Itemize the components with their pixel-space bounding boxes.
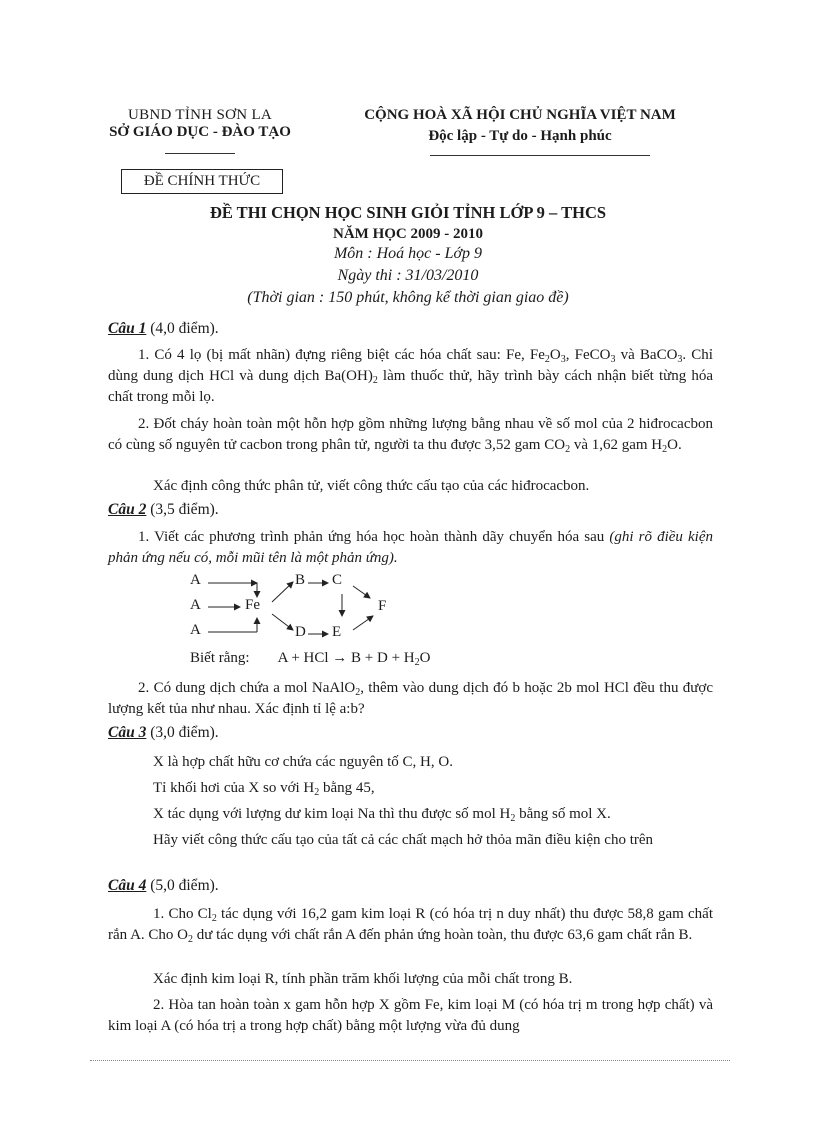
header-right xyxy=(330,107,710,145)
q3-line2: Tỉ khối hơi của X so với $H_2$ bằng 45, xyxy=(153,780,375,798)
q3-label: Câu 3 xyxy=(108,724,147,741)
scheme-fe: Fe xyxy=(245,597,260,613)
arrow-fe-to-d xyxy=(272,614,293,630)
q3-line4: Hãy viết công thức cấu tạo của tất cả các chất mạch hở thỏa mãn điều kiện cho trên xyxy=(153,832,654,848)
q2-points: (3,5 điểm). xyxy=(146,501,219,518)
q1-part1: 1. Có 4 lọ (bị mất nhãn) đựng riêng biệt các hóa chất sau: Fe, $Fe_2O_3$, FeCO$_3$ và BaCO$_3$. Chỉ dùng dung dịch HCl và dung dịch $Ba(OH)_2$ làm thuốc thử, hãy trình bày cách nhận biết từng hóa chất trong mỗi lọ. xyxy=(108,347,713,405)
given-label: Biết rằng: xyxy=(190,650,250,666)
scheme-a1: A xyxy=(190,572,201,588)
q1-points: (4,0 điểm). xyxy=(146,320,219,337)
q2-heading xyxy=(108,501,219,519)
arrow-e-to-f xyxy=(353,616,373,630)
q3-line3: X tác dụng với lượng dư kim loại Na thì thu được số mol $H_2$ bằng số mol X. xyxy=(153,806,611,824)
q1-label: Câu 1 xyxy=(108,320,147,337)
national-name: CỘNG HOÀ XÃ HỘI CHỦ NGHĨA VIỆT NAM xyxy=(364,107,676,123)
scheme-f: F xyxy=(378,598,387,614)
scheme-a2: A xyxy=(190,597,201,613)
exam-date: Ngày thi : 31/03/2010 xyxy=(337,267,479,284)
scheme-b: B xyxy=(295,572,306,588)
official-label: ĐỀ CHÍNH THỨC xyxy=(143,173,261,189)
q4-heading xyxy=(108,877,219,895)
exam-duration: (Thời gian : 150 phút, không kể thời gian giao đề) xyxy=(247,289,569,306)
national-motto: Độc lập - Tự do - Hạnh phúc xyxy=(428,128,612,144)
q4-points: (5,0 điểm). xyxy=(146,877,219,894)
q1-part3: Xác định công thức phân tử, viết công thức cấu tạo của các hiđrocacbon. xyxy=(153,478,590,494)
exam-title: ĐỀ THI CHỌN HỌC SINH GIỎI TỈNH LỚP 9 – THCS xyxy=(209,203,607,222)
scheme-c: C xyxy=(332,572,343,588)
q2-label: Câu 2 xyxy=(108,501,147,518)
q4-part3: 2. Hòa tan hoàn toàn x gam hỗn hợp X gồm Fe, kim loại M (có hóa trị m trong hợp chất) và kim loại A (có hóa trị a trong hợp chất) bằng một lượng vừa đủ dung xyxy=(108,997,713,1034)
q2-given: Biết rằng: A + HCl → $B + D + H_2O$ xyxy=(190,650,431,668)
scheme-d: D xyxy=(295,624,306,640)
header-right-rule xyxy=(430,155,650,156)
arrow-fe-to-b xyxy=(272,582,293,602)
q1-part2: 2. Đốt cháy hoàn toàn một hỗn hợp gồm những lượng bằng nhau về số mol của 2 hiđrocacbon có cùng số nguyên tử cacbon trong phân tử, người ta thu được 3,52 gam $CO_2$ và 1,62 gam $H_2O$. xyxy=(108,416,713,455)
exam-year: NĂM HỌC 2009 - 2010 xyxy=(333,226,483,242)
q2-part1: 1. Viết các phương trình phản ứng hóa học hoàn thành dãy chuyển hóa sau (ghi rõ điều kiện phản ứng nếu có, mỗi mũi tên là một phản ứng). xyxy=(108,529,713,566)
q4-label: Câu 4 xyxy=(108,877,147,894)
q2-part1-note: (ghi rõ điều kiện phản ứng nếu có, mỗi mũi tên là một phản ứng). xyxy=(108,529,713,566)
department-name: UBND TỈNH SƠN LA xyxy=(127,107,273,123)
q3-line1: X là hợp chất hữu cơ chứa các nguyên tố C, H, O. xyxy=(153,754,453,770)
scheme-a3: A xyxy=(190,622,201,638)
arrow-c-to-f xyxy=(353,586,370,598)
q3-heading xyxy=(108,724,219,742)
header-left xyxy=(100,107,300,141)
q4-part2: Xác định kim loại R, tính phần trăm khối lượng của mỗi chất trong B. xyxy=(153,971,573,987)
q1-heading xyxy=(108,320,219,338)
exam-subject: Môn : Hoá học - Lớp 9 xyxy=(333,245,483,262)
page-bottom-rule xyxy=(90,1060,730,1061)
header-left-rule xyxy=(165,153,235,154)
official-label-box xyxy=(121,169,283,194)
office-name: SỞ GIÁO DỤC - ĐÀO TẠO xyxy=(109,124,291,140)
q2-part2: 2. Có dung dịch chứa a mol NaAlO$_2$, thêm vào dung dịch đó b hoặc 2b mol HCl đều thu được lượng kết tủa như nhau. Xác định tỉ lệ a:b? xyxy=(108,680,713,717)
q4-part1: 1. Cho $Cl_2$ tác dụng với 16,2 gam kim loại R (có hóa trị n duy nhất) thu được 58,8 gam chất rắn A. Cho $O_2$ dư tác dụng với chất rắn A đến phản ứng hoàn toàn, thu được 63,6 gam chất rắn B. xyxy=(108,906,713,945)
scheme-e: E xyxy=(332,624,342,640)
q3-points: (3,0 điểm). xyxy=(146,724,219,741)
